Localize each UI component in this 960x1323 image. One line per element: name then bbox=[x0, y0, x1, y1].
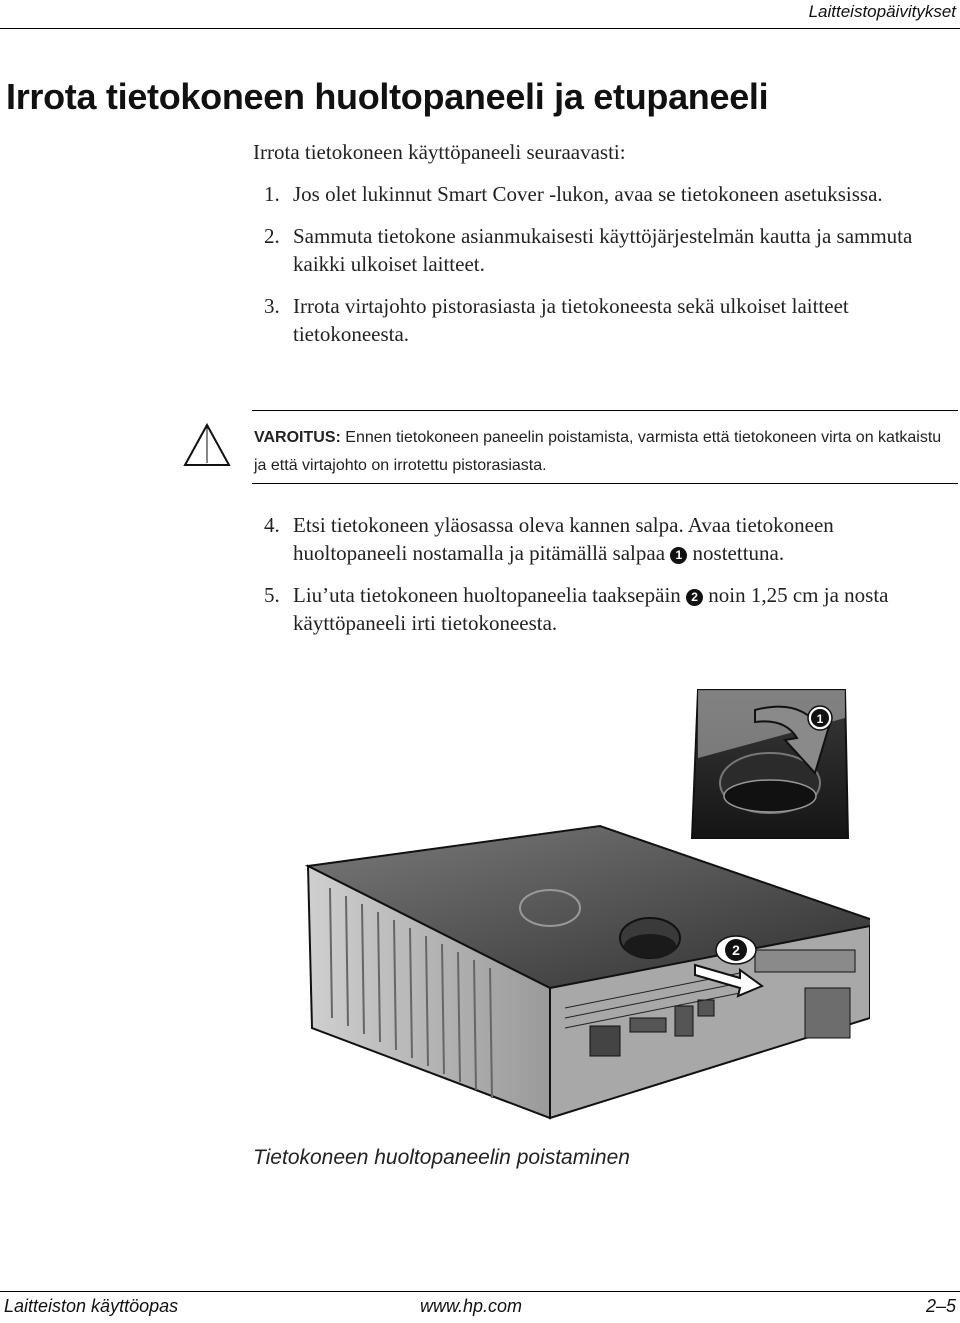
rear-parallel-port bbox=[630, 1018, 666, 1032]
footer-doc-title: Laitteiston käyttöopas bbox=[4, 1296, 179, 1316]
warning-triangle-icon bbox=[182, 422, 232, 468]
steps-list-before bbox=[264, 180, 934, 362]
warning-box bbox=[178, 410, 958, 484]
header-rule bbox=[0, 28, 960, 29]
rear-expansion-slot bbox=[755, 950, 855, 972]
step-text: Liu’uta tietokoneen huoltopaneelia taaksepäin bbox=[293, 583, 681, 607]
rear-port-block bbox=[590, 1026, 620, 1056]
svg-text:1: 1 bbox=[816, 712, 824, 726]
warning-body: Ennen tietokoneen paneelin poistamista, varmista että tietokoneen virta on katkaistu ja että virtajohto on irrotettu pistorasiasta. bbox=[254, 429, 942, 474]
step-text-tail: noin 1,25 cm ja nosta käyttöpaneeli irti tietokoneesta. bbox=[293, 583, 889, 635]
steps-list-after bbox=[264, 511, 934, 651]
warning-rule-bottom bbox=[252, 483, 958, 484]
footer-rule bbox=[0, 1291, 960, 1292]
step-number: 5. bbox=[264, 583, 280, 607]
step-item bbox=[264, 222, 934, 278]
rear-power-socket bbox=[805, 988, 850, 1038]
svg-text:2: 2 bbox=[732, 942, 740, 958]
step-number: 1. bbox=[264, 182, 280, 206]
step-item bbox=[264, 180, 934, 208]
callout-2-icon: 2 bbox=[686, 589, 703, 606]
step-item bbox=[264, 581, 934, 637]
figure-caption: Tietokoneen huoltopaneelin poistaminen bbox=[253, 1146, 630, 1169]
warning-rule-top bbox=[252, 410, 958, 411]
step-item bbox=[264, 292, 934, 348]
latch-detail-inset bbox=[692, 690, 848, 838]
step-text-tail: nostettuna. bbox=[692, 541, 785, 565]
step-item bbox=[264, 511, 934, 567]
step-text: Etsi tietokoneen yläosassa oleva kannen salpa. Avaa tietokoneen huoltopaneeli nostamalla ja pitämällä salpaa bbox=[293, 513, 834, 565]
rear-usb-ports bbox=[675, 1006, 693, 1036]
step-number: 2. bbox=[264, 224, 280, 248]
step-number: 4. bbox=[264, 513, 280, 537]
step-text: Irrota virtajohto pistorasiasta ja tietokoneesta sekä ulkoiset laitteet tietokoneesta. bbox=[293, 294, 849, 346]
footer-page-number: 2–5 bbox=[925, 1296, 956, 1316]
rear-network-port bbox=[698, 1000, 714, 1016]
step-text: Sammuta tietokone asianmukaisesti käyttöjärjestelmän kautta ja sammuta kaikki ulkoiset laitteet. bbox=[293, 224, 913, 276]
footer-url: www.hp.com bbox=[420, 1296, 523, 1316]
computer-illustration bbox=[300, 688, 870, 1123]
callout-1-icon: 1 bbox=[670, 547, 687, 564]
running-header: Laitteistopäivitykset bbox=[808, 2, 956, 21]
callout-2-badge bbox=[716, 936, 756, 964]
intro-text: Irrota tietokoneen käyttöpaneeli seuraavasti: bbox=[253, 140, 626, 164]
warning-text bbox=[254, 424, 954, 480]
step-number: 3. bbox=[264, 294, 280, 318]
panel-latch bbox=[620, 918, 680, 958]
warning-label: VAROITUS: bbox=[254, 429, 341, 446]
page-title: Irrota tietokoneen huoltopaneeli ja etupaneeli bbox=[6, 76, 769, 117]
step-text: Jos olet lukinnut Smart Cover -lukon, avaa se tietokoneen asetuksissa. bbox=[293, 182, 883, 206]
